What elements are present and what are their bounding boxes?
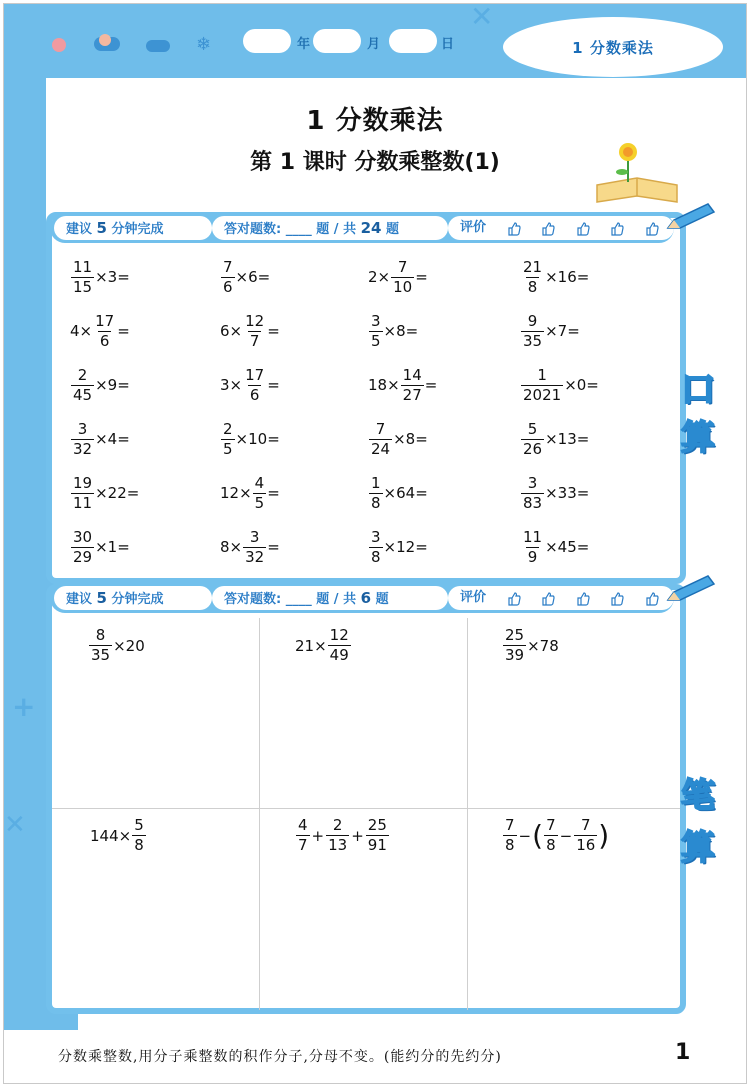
oral-score-pill — [212, 216, 448, 240]
denominator: 5 — [254, 493, 265, 512]
fraction — [369, 527, 383, 566]
footer-tip: 分数乘整数,用分子乘整数的积作分子,分母不变。(能约分的先约分) — [58, 1049, 502, 1065]
written-score-blank[interactable]: ____ — [285, 592, 312, 607]
written-score-prefix: 答对题数: — [224, 592, 282, 607]
denominator: 15 — [73, 277, 93, 296]
thumb-icon[interactable] — [541, 591, 555, 605]
written-score-total: 6 — [360, 589, 372, 607]
numerator: 7 — [546, 816, 556, 834]
fraction — [243, 365, 266, 404]
expression-head: 6× — [220, 322, 243, 340]
oral-problem-row — [62, 304, 682, 358]
oral-score-blank[interactable]: ____ — [285, 222, 312, 237]
numerator: 19 — [73, 473, 93, 492]
oral-problem — [70, 250, 130, 304]
denominator: 6 — [223, 277, 233, 296]
chapter-tag: 1 分数乘法 — [572, 39, 654, 57]
thumb-icon[interactable] — [507, 591, 521, 605]
numerator: 2 — [223, 419, 233, 438]
oral-problem — [220, 304, 280, 358]
operator: − — [559, 826, 573, 845]
numerator: 17 — [95, 311, 115, 330]
written-problem-5 — [295, 818, 390, 853]
written-score-pill — [212, 586, 448, 610]
oral-label-char-1: 口 — [681, 370, 715, 410]
left-paren: ( — [532, 818, 544, 852]
oral-problem-row — [62, 466, 682, 520]
oral-problem — [520, 304, 580, 358]
expression-head: 18× — [368, 376, 400, 394]
expression-tail: ×0= — [564, 376, 599, 394]
oral-problem — [220, 412, 280, 466]
book-flower-icon — [592, 140, 682, 210]
expression-head: 12× — [220, 484, 252, 502]
expression-tail: ×78 — [527, 636, 559, 655]
year-label: 年 — [297, 37, 311, 52]
cross-decoration-icon: ✕ — [4, 810, 26, 840]
numerator: 7 — [375, 419, 386, 438]
denominator: 49 — [329, 646, 349, 664]
written-time-prefix: 建议 — [66, 592, 93, 607]
expression-head: 8× — [220, 538, 243, 556]
oral-problem-grid — [62, 250, 682, 580]
numerator: 3 — [371, 527, 381, 546]
expression-tail: ×13= — [545, 430, 590, 448]
numerator: 3 — [77, 419, 88, 438]
denominator: 10 — [393, 277, 413, 296]
oral-problem-row — [62, 520, 682, 574]
expression-tail: = — [415, 268, 428, 286]
oral-problem-row — [62, 250, 682, 304]
written-problem-2 — [295, 628, 352, 663]
fraction — [71, 527, 94, 566]
fraction — [71, 419, 94, 458]
expression-tail: ×7= — [545, 322, 580, 340]
operator: + — [351, 826, 364, 845]
numerator: 7 — [223, 257, 233, 276]
fraction — [221, 257, 235, 296]
denominator: 35 — [523, 331, 543, 350]
denominator: 27 — [402, 385, 422, 404]
numerator: 1 — [537, 365, 547, 384]
expression-tail: ×33= — [545, 484, 590, 502]
denominator: 8 — [505, 836, 515, 854]
oral-problem — [520, 466, 589, 520]
denominator: 8 — [546, 836, 556, 854]
denominator: 6 — [99, 331, 110, 350]
oral-problem-row — [62, 358, 682, 412]
thumb-icon[interactable] — [541, 221, 555, 235]
fraction — [243, 311, 266, 350]
fraction — [328, 628, 351, 663]
numerator: 12 — [329, 626, 349, 644]
numerator: 1 — [371, 473, 381, 492]
expression-tail: ×8= — [383, 322, 419, 340]
month-label: 月 — [367, 37, 381, 52]
oral-score-suffix: 题 — [386, 222, 400, 237]
written-problem-1 — [88, 628, 145, 663]
denominator: 5 — [371, 331, 381, 350]
denominator: 7 — [249, 331, 260, 350]
written-score-mid: 题 / 共 — [316, 592, 357, 607]
oral-problem — [368, 358, 437, 412]
expression-head: 21× — [295, 636, 327, 655]
fraction — [521, 527, 544, 566]
denominator: 8 — [527, 277, 538, 296]
numerator: 11 — [523, 527, 543, 546]
fraction — [366, 818, 389, 853]
fraction — [71, 473, 94, 512]
oral-info-strip — [50, 213, 674, 243]
oral-time-pill — [54, 216, 212, 240]
denominator: 16 — [576, 836, 596, 854]
oral-problem — [220, 466, 280, 520]
numerator: 8 — [95, 626, 106, 644]
oral-problem — [520, 412, 589, 466]
fraction — [221, 419, 235, 458]
pencil-icon — [664, 202, 718, 232]
numerator: 7 — [580, 816, 591, 834]
expression-head: 4× — [70, 322, 93, 340]
oral-problem — [220, 250, 270, 304]
fraction — [521, 419, 544, 458]
numerator: 3 — [371, 311, 381, 330]
fraction — [89, 628, 112, 663]
oral-time-value: 5 — [96, 219, 107, 237]
denominator: 7 — [298, 836, 308, 854]
expression-tail: = — [424, 376, 438, 394]
numerator: 3 — [249, 527, 260, 546]
fraction — [296, 818, 310, 853]
denominator: 2021 — [523, 385, 562, 404]
plus-decoration-icon: + — [12, 690, 36, 723]
year-field[interactable] — [243, 29, 291, 53]
expression-tail: ×16= — [545, 268, 590, 286]
oral-problem — [368, 520, 428, 574]
expression-tail: = — [117, 322, 130, 340]
grid-divider-vertical — [259, 618, 260, 1010]
numerator: 30 — [73, 527, 93, 546]
fraction — [521, 311, 544, 350]
numerator: 2 — [332, 816, 343, 834]
numerator: 11 — [73, 257, 93, 276]
oral-problem — [70, 412, 130, 466]
expression-tail: = — [267, 484, 280, 502]
denominator: 45 — [73, 385, 93, 404]
fraction — [253, 473, 267, 512]
denominator: 13 — [328, 836, 348, 854]
denominator: 8 — [134, 836, 144, 854]
thumb-icon[interactable] — [576, 591, 590, 605]
numerator: 5 — [134, 816, 144, 834]
right-paren: ) — [598, 818, 610, 852]
oral-rating-label: 评价 — [460, 220, 487, 235]
oral-problem — [368, 250, 428, 304]
thumb-icon[interactable] — [645, 591, 659, 605]
oral-problem — [70, 304, 130, 358]
written-info-strip — [50, 583, 674, 613]
expression-tail: ×3= — [95, 268, 130, 286]
expression-tail: ×1= — [95, 538, 130, 556]
fraction — [503, 818, 517, 853]
fraction — [574, 818, 597, 853]
oral-problem — [368, 304, 418, 358]
oral-score-prefix: 答对题数: — [224, 222, 282, 237]
written-rating-pill — [448, 586, 674, 610]
thumb-icon[interactable] — [610, 221, 624, 235]
fraction — [521, 365, 563, 404]
oral-time-prefix: 建议 — [66, 222, 93, 237]
rain-dot-icon — [99, 34, 111, 46]
written-problem-4 — [90, 818, 147, 853]
thumb-icon[interactable] — [576, 221, 590, 235]
numerator: 3 — [527, 473, 538, 492]
oral-side-label — [676, 366, 720, 462]
denominator: 26 — [523, 439, 543, 458]
oral-problem — [70, 520, 130, 574]
numerator: 4 — [298, 816, 308, 834]
oral-problem — [70, 466, 139, 520]
numerator: 25 — [505, 626, 525, 644]
numerator: 25 — [367, 816, 387, 834]
expression-tail: ×10= — [235, 430, 280, 448]
day-field[interactable] — [389, 29, 437, 53]
page-number: 1 — [675, 1040, 691, 1065]
written-side-label — [676, 770, 720, 874]
written-time-suffix: 分钟完成 — [111, 592, 164, 607]
oral-problem — [368, 412, 428, 466]
cross-decoration-icon: ✕ — [470, 0, 494, 33]
numerator: 9 — [527, 311, 538, 330]
denominator: 8 — [371, 547, 381, 566]
denominator: 5 — [223, 439, 233, 458]
expression-head: 3× — [220, 376, 243, 394]
fraction — [369, 419, 392, 458]
oral-problem-row — [62, 412, 682, 466]
fraction — [326, 818, 349, 853]
numerator: 5 — [527, 419, 538, 438]
page-title: 1 分数乘法 — [306, 106, 444, 136]
thumb-icon[interactable] — [610, 591, 624, 605]
fraction — [544, 818, 558, 853]
fraction — [369, 311, 383, 350]
lesson-subtitle: 第 1 课时 分数乘整数(1) — [250, 150, 500, 175]
denominator: 83 — [523, 493, 543, 512]
fraction — [93, 311, 116, 350]
fraction — [369, 473, 383, 512]
expression-tail: ×9= — [95, 376, 130, 394]
denominator: 8 — [371, 493, 381, 512]
oral-problem — [520, 358, 599, 412]
oral-label-char-2: 算 — [681, 418, 715, 458]
oral-score-mid: 题 / 共 — [316, 222, 357, 237]
oral-problem — [220, 358, 280, 412]
fraction — [71, 257, 94, 296]
expression-head: 2× — [368, 268, 391, 286]
grid-divider-vertical — [467, 618, 468, 1010]
fraction — [132, 818, 146, 853]
fraction — [71, 365, 94, 404]
denominator: 32 — [245, 547, 265, 566]
written-time-value: 5 — [96, 589, 107, 607]
denominator: 32 — [73, 439, 93, 458]
oral-problem — [70, 358, 130, 412]
snowflake-icon: ❄ — [196, 34, 212, 55]
numerator: 2 — [77, 365, 88, 384]
expression-tail: ×12= — [383, 538, 428, 556]
denominator: 39 — [505, 646, 525, 664]
expression-tail: ×64= — [383, 484, 428, 502]
written-problem-6 — [502, 818, 609, 853]
expression-tail: ×22= — [95, 484, 140, 502]
denominator: 11 — [73, 493, 93, 512]
oral-problem — [368, 466, 428, 520]
expression-tail: ×4= — [95, 430, 130, 448]
expression-tail: ×6= — [235, 268, 271, 286]
numerator: 12 — [245, 311, 265, 330]
oral-problem — [520, 520, 589, 574]
denominator: 91 — [367, 836, 387, 854]
expression-tail: = — [267, 322, 280, 340]
written-label-char-2: 算 — [681, 828, 715, 868]
fraction — [521, 257, 544, 296]
day-label: 日 — [441, 37, 455, 52]
oral-score-total: 24 — [360, 219, 382, 237]
numerator: 4 — [254, 473, 265, 492]
operator: − — [518, 826, 532, 845]
oral-time-suffix: 分钟完成 — [111, 222, 164, 237]
expression-head: 144× — [90, 826, 132, 845]
numerator: 7 — [397, 257, 408, 276]
numerator: 14 — [402, 365, 422, 384]
written-problem-3 — [502, 628, 559, 663]
oral-problem — [220, 520, 280, 574]
written-score-suffix: 题 — [375, 592, 389, 607]
sun-dot-icon — [52, 38, 66, 52]
grid-divider-horizontal — [52, 808, 680, 809]
written-rating-label: 评价 — [460, 590, 487, 605]
oral-rating-pill — [448, 216, 674, 240]
expression-tail: ×20 — [113, 636, 145, 655]
numerator: 7 — [505, 816, 515, 834]
fraction — [243, 527, 266, 566]
written-label-char-1: 笔 — [681, 776, 715, 816]
pencil-icon — [664, 574, 718, 604]
oral-problem — [520, 250, 589, 304]
numerator: 21 — [523, 257, 543, 276]
expression-tail: ×45= — [545, 538, 590, 556]
denominator: 35 — [91, 646, 111, 664]
fraction — [503, 628, 526, 663]
denominator: 9 — [527, 547, 538, 566]
fraction — [391, 257, 414, 296]
thumb-icon[interactable] — [645, 221, 659, 235]
expression-tail: ×8= — [393, 430, 428, 448]
denominator: 24 — [371, 439, 391, 458]
expression-tail: = — [267, 538, 280, 556]
fraction — [401, 365, 424, 404]
denominator: 29 — [73, 547, 93, 566]
month-field[interactable] — [313, 29, 361, 53]
expression-tail: = — [267, 376, 280, 394]
thumb-icon[interactable] — [507, 221, 521, 235]
written-time-pill — [54, 586, 212, 610]
denominator: 6 — [249, 385, 260, 404]
numerator: 17 — [245, 365, 265, 384]
cloud-rain-icon — [146, 40, 170, 52]
operator: + — [311, 826, 325, 845]
fraction — [521, 473, 544, 512]
